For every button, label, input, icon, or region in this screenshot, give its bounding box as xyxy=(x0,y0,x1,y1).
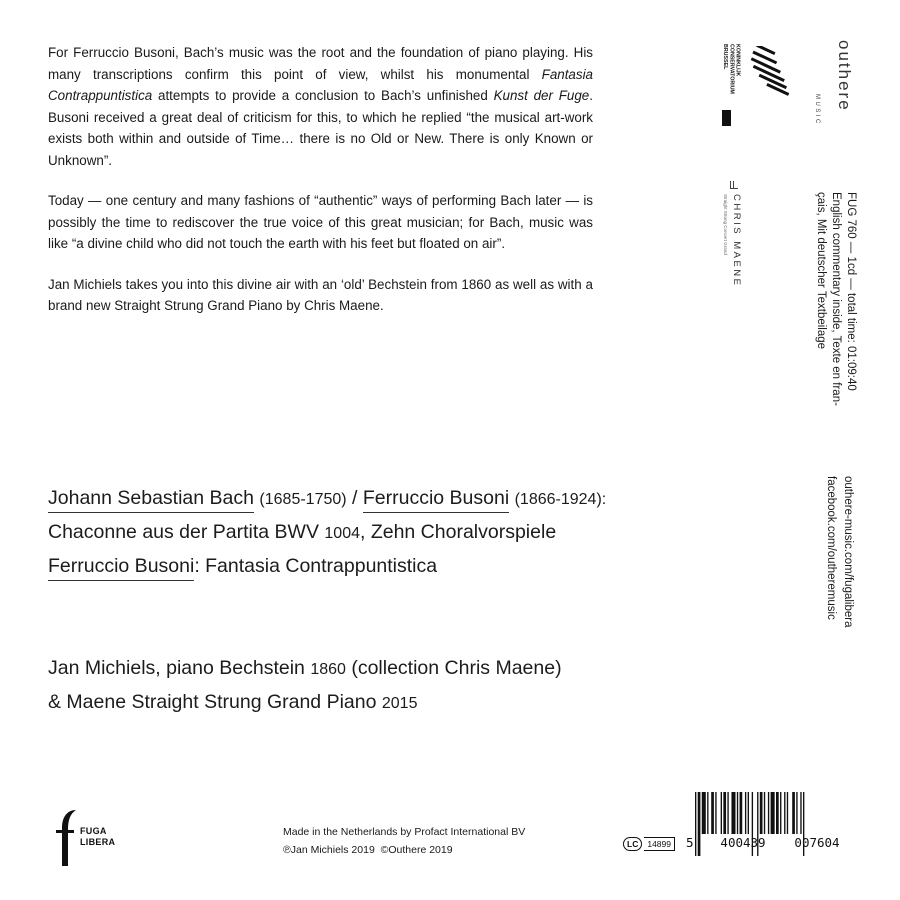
composer-busoni-dates: (1866-1924): xyxy=(514,491,607,508)
barcode-bar xyxy=(748,792,749,834)
composer-bach-dates: (1685-1750) xyxy=(259,491,347,508)
program-titles xyxy=(48,482,788,583)
lc-number: 14899 xyxy=(644,837,675,851)
made-in-text: Made in the Netherlands by Profact International BV xyxy=(283,826,526,838)
ean-group-1: 400439 xyxy=(720,835,766,850)
barcode-bar xyxy=(702,792,706,834)
barcode-bar xyxy=(796,792,797,834)
title-line-1 xyxy=(48,482,788,516)
barcode-bar xyxy=(727,792,728,834)
ean-group-2: 007604 xyxy=(794,835,840,850)
barcode-bar xyxy=(731,792,735,834)
language-line: çais, Mit deutscher Textbeilage xyxy=(815,192,827,350)
barcode-bar xyxy=(711,792,714,834)
barcode-bar xyxy=(737,792,738,834)
liner-text: attempts to provide a conclusion to Bach’s unfinished xyxy=(152,88,494,103)
barcode-bar xyxy=(800,792,801,834)
composer-busoni: Ferruccio Busoni xyxy=(363,487,509,513)
maene-subtitle: Straight Strung Concert Grand xyxy=(723,194,728,255)
fuga-libera-label xyxy=(80,826,115,848)
ean-first-digit: 5 xyxy=(686,835,694,850)
catalogue-line: FUG 760 — 1cd — total time: 01:09:40 xyxy=(845,192,857,391)
barcode-bar xyxy=(707,792,708,834)
performers xyxy=(48,652,788,720)
barcode-bar xyxy=(764,792,765,834)
conservatorium-line: KONINKLIJK xyxy=(734,44,741,77)
maene-emblem-icon xyxy=(729,180,739,190)
liner-paragraph-3: Jan Michiels takes you into this divine air with an ‘old’ Bechstein from 1860 as well as with a brand new Straight Strung Grand Piano by Chris Maene. xyxy=(48,276,593,313)
title-line-3 xyxy=(48,550,788,583)
facebook-link[interactable]: facebook.com/outheremusic xyxy=(825,476,837,620)
outhere-wordmark: outhere xyxy=(835,40,854,112)
barcode-bar xyxy=(715,792,716,834)
barcode-bar xyxy=(784,792,785,834)
language-line: English commentary inside, Texte en fran- xyxy=(830,192,842,406)
performer-text: & Maene Straight Strung Grand Piano xyxy=(48,691,382,713)
year: 1860 xyxy=(310,661,346,678)
barcode-bar xyxy=(760,792,763,834)
conservatorium-line: BRUSSEL xyxy=(722,44,729,70)
works-text: Chaconne aus der Partita BWV xyxy=(48,521,325,543)
conservatorium-logo-text xyxy=(722,44,741,94)
barcode-bar xyxy=(745,792,746,834)
ean-digits xyxy=(686,835,854,850)
libera-line: LIBERA xyxy=(80,837,116,847)
maene-wordmark: CHRIS MAENE xyxy=(731,194,742,288)
barcode-bar xyxy=(780,792,781,834)
barcode-bar xyxy=(721,792,722,834)
conservatorium-tag-icon xyxy=(722,110,731,126)
label-code xyxy=(623,837,675,851)
liner-paragraph-1 xyxy=(48,42,593,171)
year: 2015 xyxy=(381,695,418,712)
works-text: , Zehn Choralvorspiele xyxy=(359,521,557,543)
web-links xyxy=(822,476,856,628)
fuga-line: FUGA xyxy=(80,826,107,836)
title-line-2 xyxy=(48,516,788,550)
performer-line-2 xyxy=(48,686,788,720)
conservatorium-line: CONSERVATORIUM xyxy=(728,44,735,94)
copyright-text: ℗Jan Michiels 2019 ©Outhere 2019 xyxy=(283,844,453,856)
barcode-bar xyxy=(740,792,743,834)
barcode-bar xyxy=(787,792,788,834)
composer-bach: Johann Sebastian Bach xyxy=(48,487,254,513)
website-link[interactable]: outhere-music.com/fugalibera xyxy=(842,476,854,628)
barcode-bar xyxy=(723,792,726,834)
lc-badge: LC xyxy=(623,837,642,851)
barcode-bar xyxy=(776,792,779,834)
composer-busoni-2: Ferruccio Busoni xyxy=(48,555,194,581)
barcode-bar xyxy=(771,792,775,834)
liner-notes xyxy=(48,42,593,336)
performer-text: Jan Michiels, piano Bechstein xyxy=(48,657,311,679)
barcode-bar xyxy=(768,792,769,834)
liner-text: . Busoni received a great deal of criticism for this, to which he replied “the musical art-work exists both within and outside of Time… there is no Old or New. There is only Known or Unknown”. xyxy=(48,88,593,168)
liner-text: For Ferruccio Busoni, Bach’s music was the root and the foundation of piano playing. His many transcriptions confirm this point of view, whilst his monumental xyxy=(48,45,593,82)
work-title-fantasia: Fantasia Contrappuntistica xyxy=(48,66,593,103)
performer-line-1 xyxy=(48,652,788,686)
production-info xyxy=(283,823,525,859)
bwv-number: 1004 xyxy=(324,525,360,542)
outhere-music-label: MUSIC xyxy=(814,94,820,126)
work-fantasia: : Fantasia Contrappuntistica xyxy=(194,555,438,577)
performer-text: (collection Chris Maene) xyxy=(345,657,562,679)
barcode-bar xyxy=(792,792,795,834)
conservatorium-stripes-icon xyxy=(748,46,800,102)
liner-paragraph-2: Today — one century and many fashions of “authentic” ways of performing Bach later — is possibly the time to rediscover the true voice of this great musician; for Bach, music was like “a divine child who did not touch the earth with his feet but floated on air”. xyxy=(48,193,593,251)
work-title-kunst: Kunst der Fuge xyxy=(493,88,590,103)
title-separator: / xyxy=(346,487,363,509)
catalogue-info xyxy=(813,192,858,406)
